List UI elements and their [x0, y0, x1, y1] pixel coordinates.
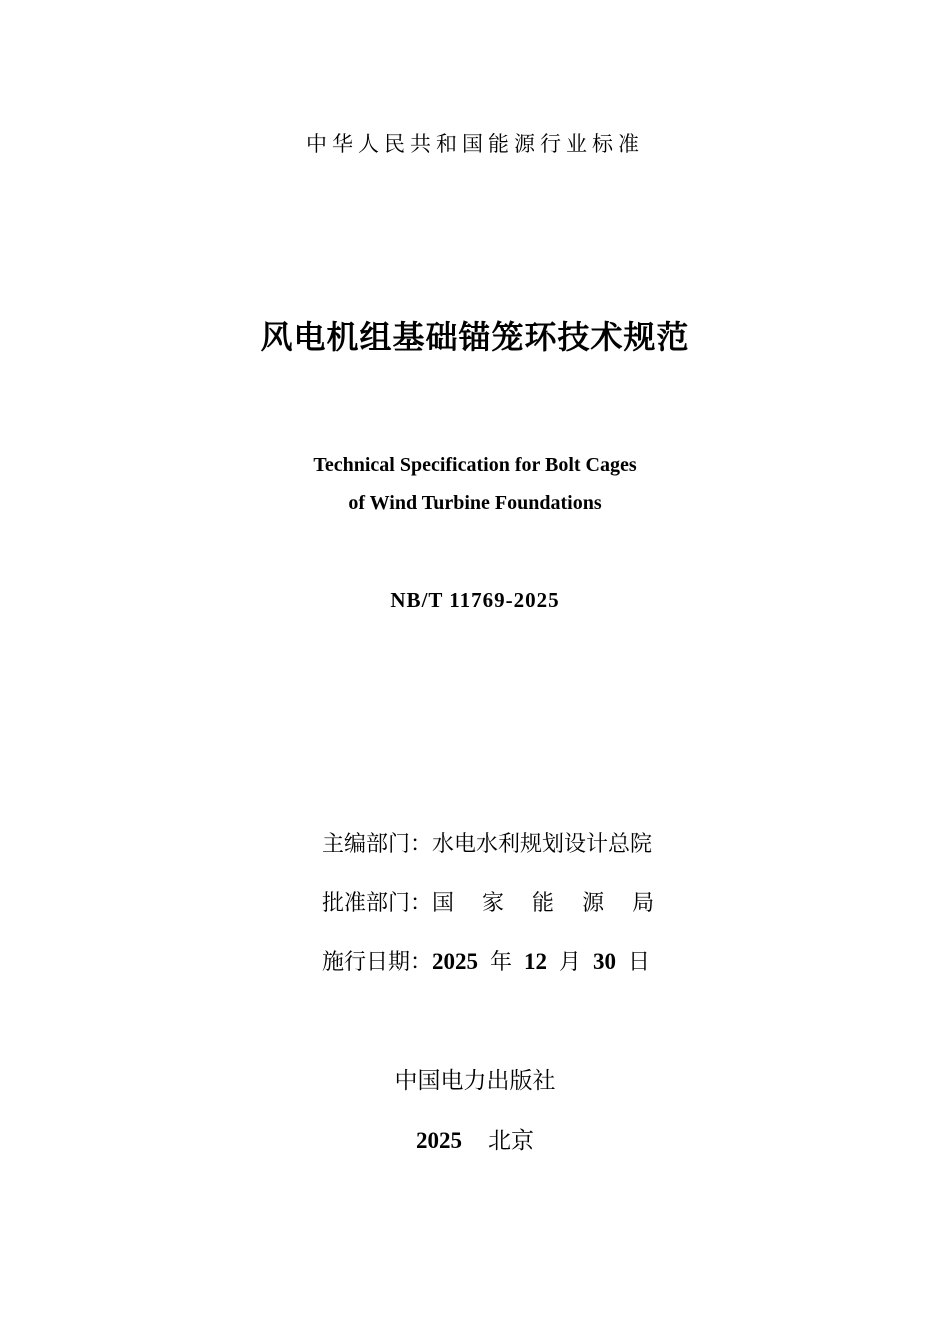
date-year: 2025: [432, 949, 479, 974]
effective-date-row: [322, 945, 662, 976]
approver-word: 国: [432, 891, 455, 916]
publication-year: 2025: [416, 1128, 462, 1153]
publication-city: 北京: [488, 1128, 534, 1154]
approver-word: 能: [532, 891, 555, 916]
editor-row: [322, 827, 652, 858]
date-month: 12: [524, 949, 548, 974]
date-day: 30: [593, 949, 617, 974]
date-label: 施行日期：: [322, 950, 433, 975]
standard-category: 中华人民共和国能源行业标准: [306, 132, 644, 156]
publication-line: [0, 1122, 950, 1155]
editor-label: 主编部门：: [322, 832, 433, 857]
approver-word: 源: [582, 891, 605, 916]
approver-row: [322, 886, 654, 917]
approver-word: 局: [632, 891, 655, 916]
approver-word: 家: [482, 891, 505, 916]
date-day-unit: 日: [628, 950, 651, 975]
standard-number: NB/T 11769-2025: [390, 588, 560, 612]
chinese-title: 风电机组基础锚笼环技术规范: [260, 318, 690, 356]
approver-label: 批准部门：: [322, 891, 433, 916]
english-title-line-1: Technical Specification for Bolt Cages: [313, 454, 637, 476]
date-month-unit: 月: [559, 950, 582, 975]
editor-value: 水电水利规划设计总院: [432, 832, 653, 857]
english-title-line-2: of Wind Turbine Foundations: [348, 492, 602, 514]
date-year-unit: 年: [490, 950, 513, 975]
publisher-name: 中国电力出版社: [394, 1068, 556, 1094]
